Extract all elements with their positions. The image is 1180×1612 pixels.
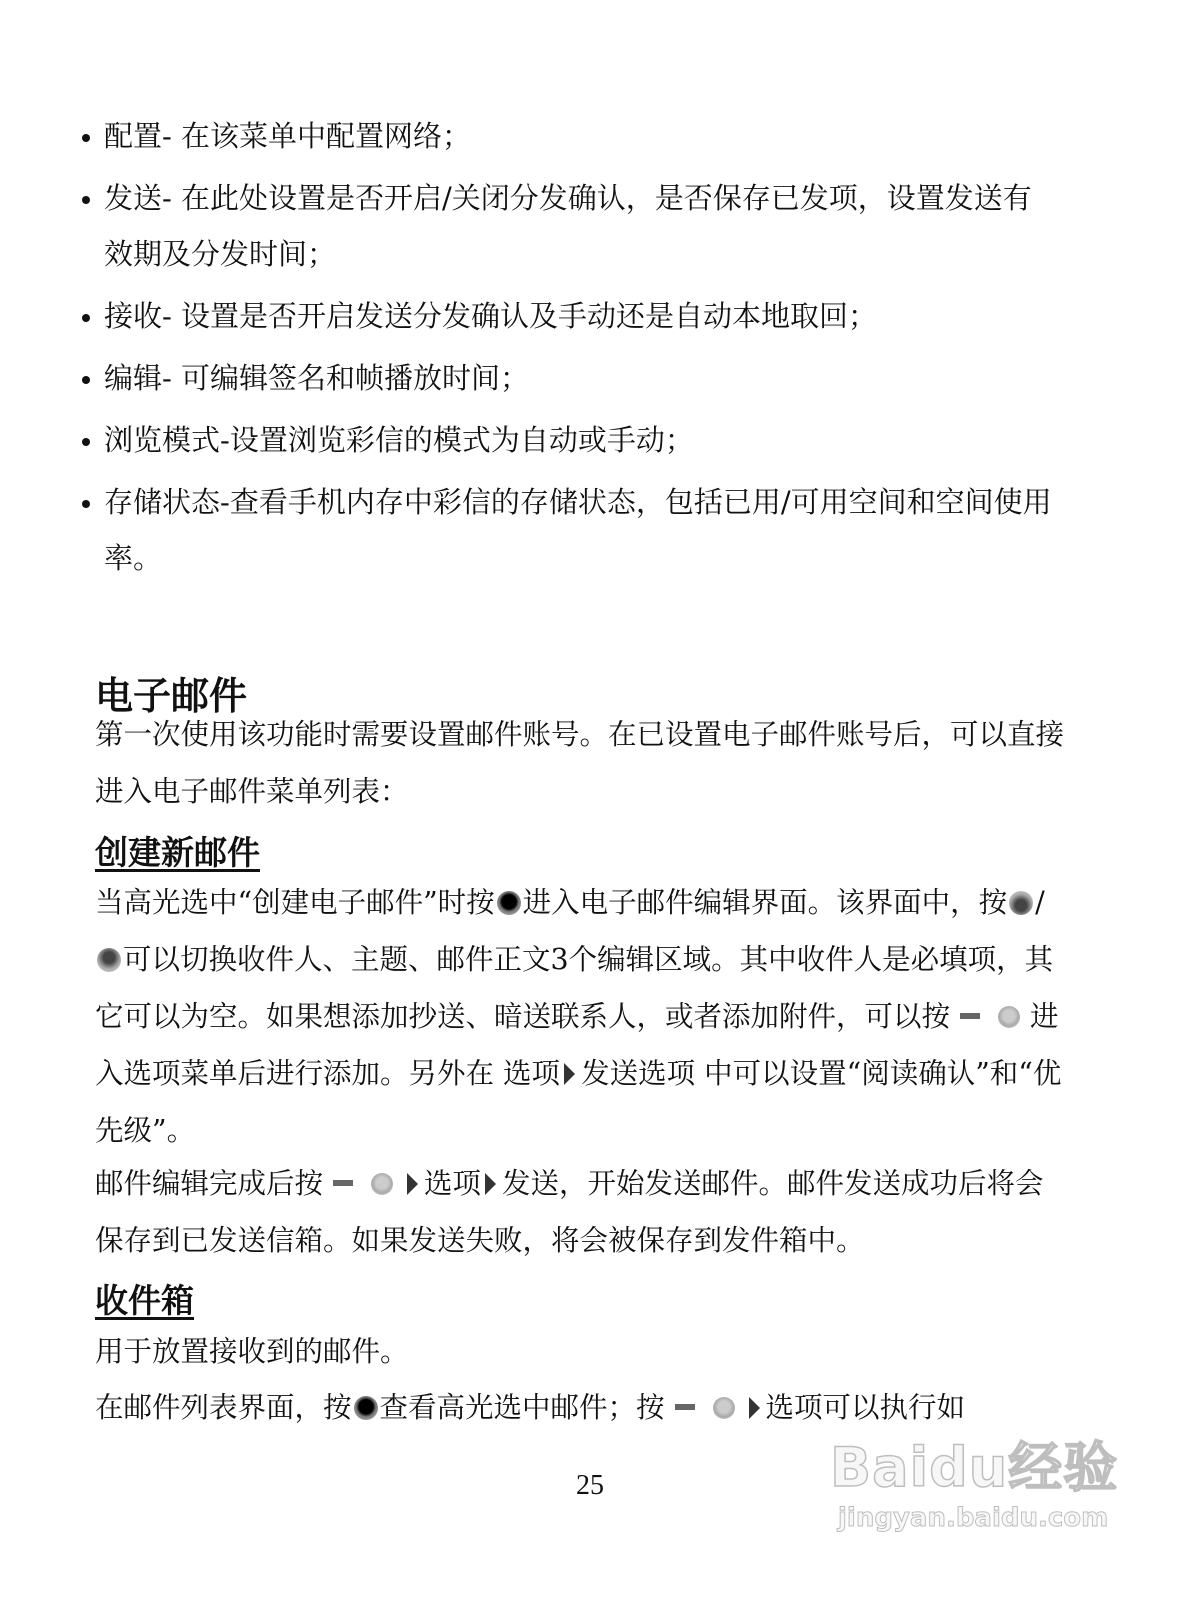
page-number: 25 [576, 1470, 604, 1501]
list-item: 配置- 在该菜单中配置网络； [80, 108, 1060, 164]
inbox-paragraph: 在邮件列表界面，按 查看高光选中邮件；按 选项可以执行如 [95, 1391, 966, 1424]
center-key-icon [354, 1396, 378, 1420]
create-mail-paragraph: 当高光选中“创建电子邮件”时按 进入电子邮件编辑界面。该界面中，按 /可以切换收件人、主题、邮件正文3个编辑区域。其中收件人是必填项，其它可以为空。如果想添加抄送、暗送联系人，或者添加附件，可以按 进入选项菜单后进行添加。另外在 选项 发送选项 中可以设置“阅读确认”和“优先级”。 [95, 886, 1062, 1147]
bullet-icon [82, 500, 90, 508]
list-item: 发送- 在此处设置是否开启/关闭分发确认，是否保存已发项，设置发送有效期及分发时间； [80, 170, 1060, 282]
inbox-description: 用于放置接收到的邮件。 [95, 1335, 409, 1368]
inbox-heading: 收件箱 [95, 1281, 194, 1320]
down-key-icon [1009, 891, 1033, 915]
arrow-right-icon [564, 1063, 575, 1085]
up-key-icon [97, 948, 121, 972]
send-mail-paragraph: 邮件编辑完成后按 选项 发送，开始发送邮件。邮件发送成功后将会保存到已发送信箱。如果发送失败，将会被保存到发件箱中。 [95, 1167, 1044, 1257]
list-item: 存储状态-查看手机内存中彩信的存储状态，包括已用/可用空间和空间使用率。 [80, 474, 1060, 586]
watermark-logo: Baidu经验 [830, 1436, 1119, 1499]
list-item: 浏览模式-设置浏览彩信的模式为自动或手动； [80, 412, 1060, 468]
arrow-right-icon [407, 1173, 418, 1195]
left-softkey-icon [675, 1404, 695, 1410]
bullet-icon [82, 376, 90, 384]
section-title: 电子邮件 [95, 674, 248, 718]
arrow-right-icon [749, 1397, 760, 1419]
options-key-icon [371, 1173, 393, 1195]
section-intro: 第一次使用该功能时需要设置邮件账号。在已设置电子邮件账号后，可以直接进入电子邮件菜单列表： [95, 718, 1065, 808]
list-item: 接收- 设置是否开启发送分发确认及手动还是自动本地取回； [80, 288, 1060, 344]
options-key-icon [713, 1397, 735, 1419]
mms-settings-list [80, 108, 1060, 592]
watermark-url: jingyan.baidu.com [838, 1503, 1109, 1533]
create-mail-heading: 创建新邮件 [95, 833, 260, 872]
bullet-icon [82, 196, 90, 204]
bullet-icon [82, 314, 90, 322]
bullet-icon [82, 134, 90, 142]
baidu-watermark [830, 1415, 1160, 1545]
list-item: 编辑- 可编辑签名和帧播放时间； [80, 350, 1060, 406]
left-softkey-icon [333, 1180, 353, 1186]
arrow-right-icon [485, 1173, 496, 1195]
options-key-icon [998, 1006, 1020, 1028]
bullet-icon [82, 438, 90, 446]
center-key-icon [497, 891, 521, 915]
left-softkey-icon [960, 1013, 980, 1019]
